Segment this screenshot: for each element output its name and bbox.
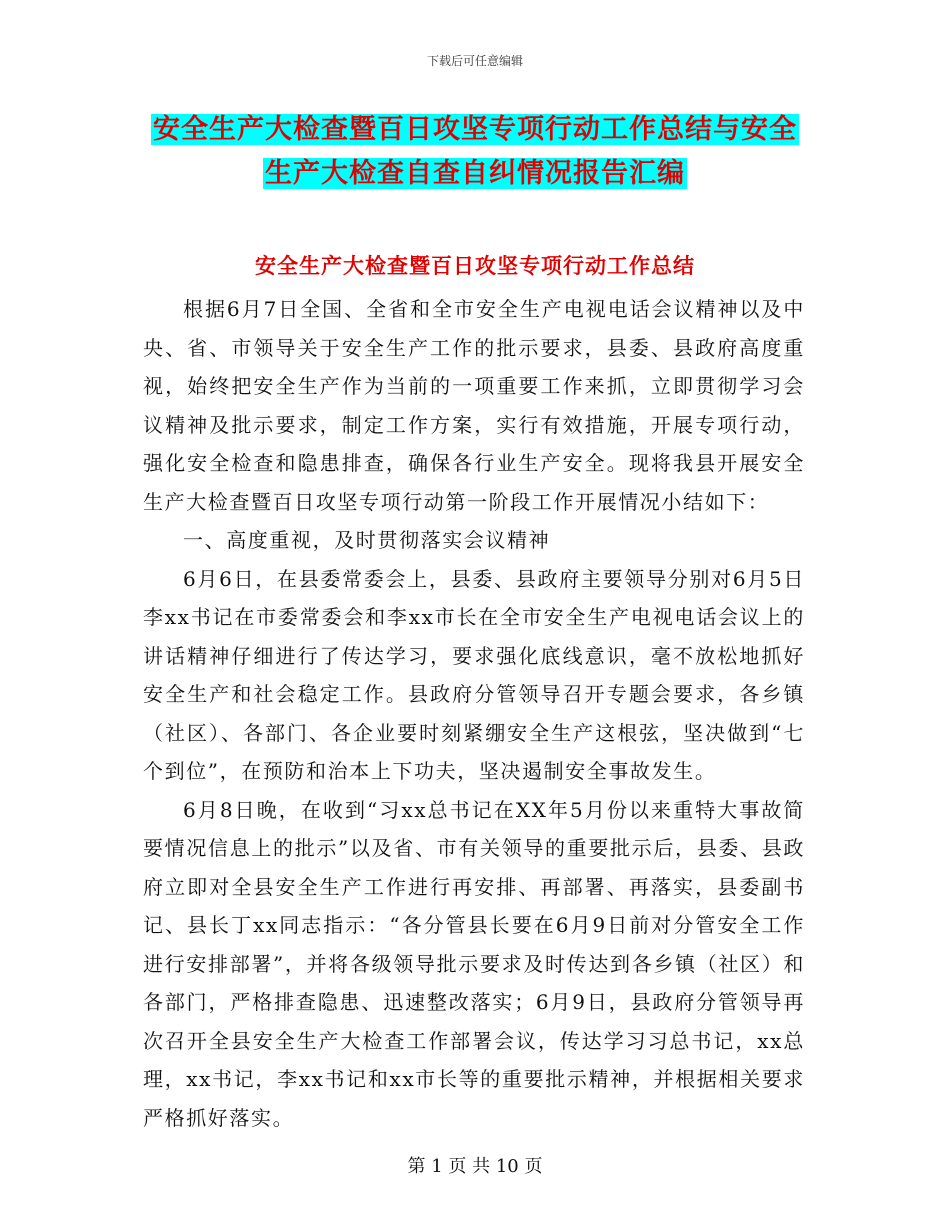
document-title-highlight-2: 生产大检查自查自纠情况报告汇编 bbox=[265, 158, 685, 189]
section-title: 安全生产大检查暨百日攻坚专项行动工作总结 bbox=[255, 253, 695, 278]
document-title-highlight-1: 安全生产大检查暨百日攻坚专项行动工作总结与安全 bbox=[153, 114, 797, 145]
body-heading: 一、高度重视，及时贯彻落实会议精神 bbox=[183, 528, 551, 552]
document-body bbox=[143, 290, 805, 1137]
body-paragraph: 6月6日，在县委常委会上，县委、县政府主要领导分别对6月5日李xx书记在市委常委会和李xx市长在全市安全生产电视电话会议上的讲话精神仔细进行了传达学习，要求强化底线意识，毫不放松地抓好安全生产和社会稳定工作。县政府分管领导召开专题会要求，各乡镇（社区）、各部门、各企业要时刻紧绷安全生产这根弦，坚决做到“七个到位”，在预防和治本上下功夫，坚决遏制安全事故发生。 bbox=[143, 566, 805, 783]
document-title-line-1 bbox=[0, 112, 950, 148]
document-title-line-2 bbox=[0, 156, 950, 192]
header-note: 下载后可任意编辑 bbox=[426, 54, 523, 68]
page-number-footer: 第 1 页 共 10 页 bbox=[407, 1156, 543, 1177]
body-paragraph: 6月8日晚，在收到“习xx总书记在XX年5月份以来重特大事故简要情况信息上的批示”以及省、市有关领导的重要批示后，县委、县政府立即对全县安全生产工作进行再安排、再部署、再落实，县委副书记、县长丁xx同志指示：“各分管县长要在6月9日前对分管安全工作进行安排部署”，并将各级领导批示要求及时传达到各乡镇（社区）和各部门，严格排查隐患、迅速整改落实；6月9日，县政府分管领导再次召开全县安全生产大检查工作部署会议，传达学习习总书记，xx总理，xx书记，李xx书记和xx市长等的重要批示精神，并根据相关要求严格抓好落实。 bbox=[143, 797, 805, 1130]
body-paragraph: 根据6月7日全国、全省和全市安全生产电视电话会议精神以及中央、省、市领导关于安全生产工作的批示要求，县委、县政府高度重视，始终把安全生产作为当前的一项重要工作来抓，立即贯彻学习会议精神及批示要求，制定工作方案，实行有效措施，开展专项行动，强化安全检查和隐患排查，确保各行业生产安全。现将我县开展安全生产大检查暨百日攻坚专项行动第一阶段工作开展情况小结如下： bbox=[143, 297, 805, 514]
